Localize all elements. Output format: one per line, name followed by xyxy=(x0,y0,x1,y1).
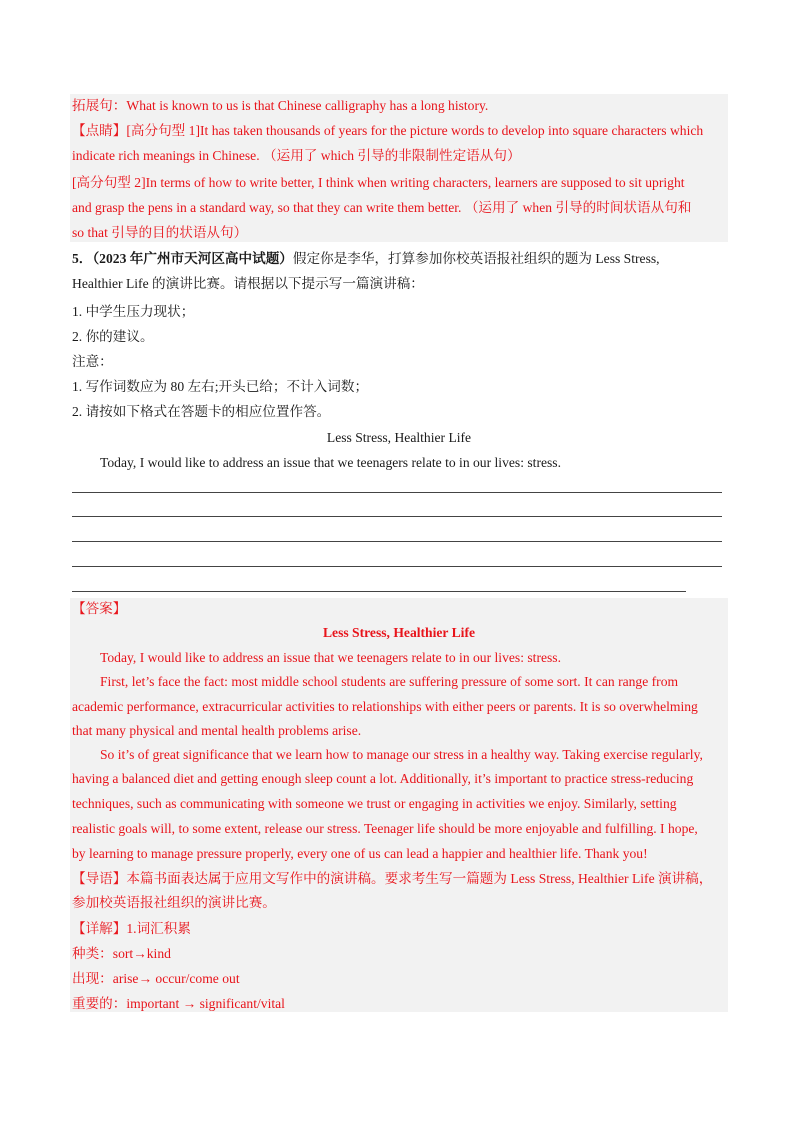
detail-label: 【详解】1.词汇积累 xyxy=(72,921,191,936)
question-line-1 xyxy=(72,250,660,268)
answer-paragraph-2-line-3: that many physical and mental health problems arise. xyxy=(72,723,362,738)
answer-paragraph-1: Today, I would like to address an issue that we teenagers relate to in our lives: stress. xyxy=(100,650,561,665)
guide-line-2: 参加校英语报社组织的演讲比赛。 xyxy=(72,895,276,910)
essay-title: Less Stress, Healthier Life xyxy=(326,430,472,445)
essay-opening: Today, I would like to address an issue that we teenagers relate to in our lives: stress. xyxy=(100,455,561,470)
question-text: 假定你是李华，打算参加你校英语报社组织的题为 Less Stress, xyxy=(292,251,660,266)
extension-sentence: 拓展句：What is known to us is that Chinese calligraphy has a long history. xyxy=(72,98,489,113)
note-label: 注意： xyxy=(72,354,113,369)
answer-paragraph-2-line-1: First, let’s face the fact: most middle school students are suffering pressure of some sort. It can range from xyxy=(100,674,679,689)
answer-line-4 xyxy=(72,566,722,567)
highlight-line-1: 【点睛】[高分句型 1]It has taken thousands of years for the picture words to develop into square characters which xyxy=(72,123,704,138)
answer-line-1 xyxy=(72,492,722,493)
guide-line-1: 【导语】本篇书面表达属于应用文写作中的演讲稿。要求考生写一篇题为 Less Stress, Healthier Life 演讲稿， xyxy=(72,871,713,886)
answer-title: Less Stress, Healthier Life xyxy=(322,625,476,640)
answer-line-2 xyxy=(72,516,722,517)
note-1: 1. 写作词数应为 80 左右;开头已给；不计入词数； xyxy=(72,379,369,394)
answer-line-5 xyxy=(72,591,686,592)
answer-paragraph-3-line-3: techniques, such as communicating with someone we trust or engaging in activities we enjoy. Similarly, setting xyxy=(72,796,677,811)
answer-paragraph-2-line-2: academic performance, extracurricular activities to relationships with either peers or parents. It is so overwhelming xyxy=(72,699,698,714)
prompt-point-2: 2. 你的建议。 xyxy=(72,329,154,344)
top-highlight-block xyxy=(70,94,728,242)
answer-label: 【答案】 xyxy=(72,601,127,616)
vocab-item-2: 出现：arise→ occur/come out xyxy=(72,971,240,986)
question-number: 5． xyxy=(72,251,93,266)
vocab-item-1: 种类：sort→kind xyxy=(72,946,171,961)
highlight-line-4: and grasp the pens in a standard way, so that they can write them better. （运用了 when 引导的时间状语从句和 xyxy=(72,200,692,215)
note-2: 2. 请按如下格式在答题卡的相应位置作答。 xyxy=(72,404,331,419)
question-line-2: Healthier Life 的演讲比赛。请根据以下提示写一篇演讲稿： xyxy=(72,276,424,291)
question-source: （2023 年广州市天河区高中试题） xyxy=(92,251,293,266)
answer-paragraph-3-line-2: having a balanced diet and getting enough sleep count a lot. Additionally, it’s important to practice stress-reducing xyxy=(72,771,694,786)
prompt-point-1: 1. 中学生压力现状； xyxy=(72,304,195,319)
answer-paragraph-3-line-4: realistic goals will, to some extent, release our stress. Teenager life should be more enjoyable and fulfilling. I hope, xyxy=(72,821,698,836)
vocab-item-3: 重要的：important → significant/vital xyxy=(72,996,285,1011)
answer-paragraph-3-line-5: by learning to manage pressure properly, every one of us can lead a happier and healthier life. Thank you! xyxy=(72,846,648,861)
answer-paragraph-3-line-1: So it’s of great significance that we learn how to manage our stress in a healthy way. Taking exercise regularly, xyxy=(100,747,703,762)
highlight-line-2: indicate rich meanings in Chinese. （运用了 which 引导的非限制性定语从句） xyxy=(72,148,521,163)
highlight-line-5: so that 引导的目的状语从句） xyxy=(72,225,248,240)
answer-line-3 xyxy=(72,541,722,542)
highlight-line-3: [高分句型 2]In terms of how to write better, I think when writing characters, learners are supposed to sit upright xyxy=(72,175,685,190)
